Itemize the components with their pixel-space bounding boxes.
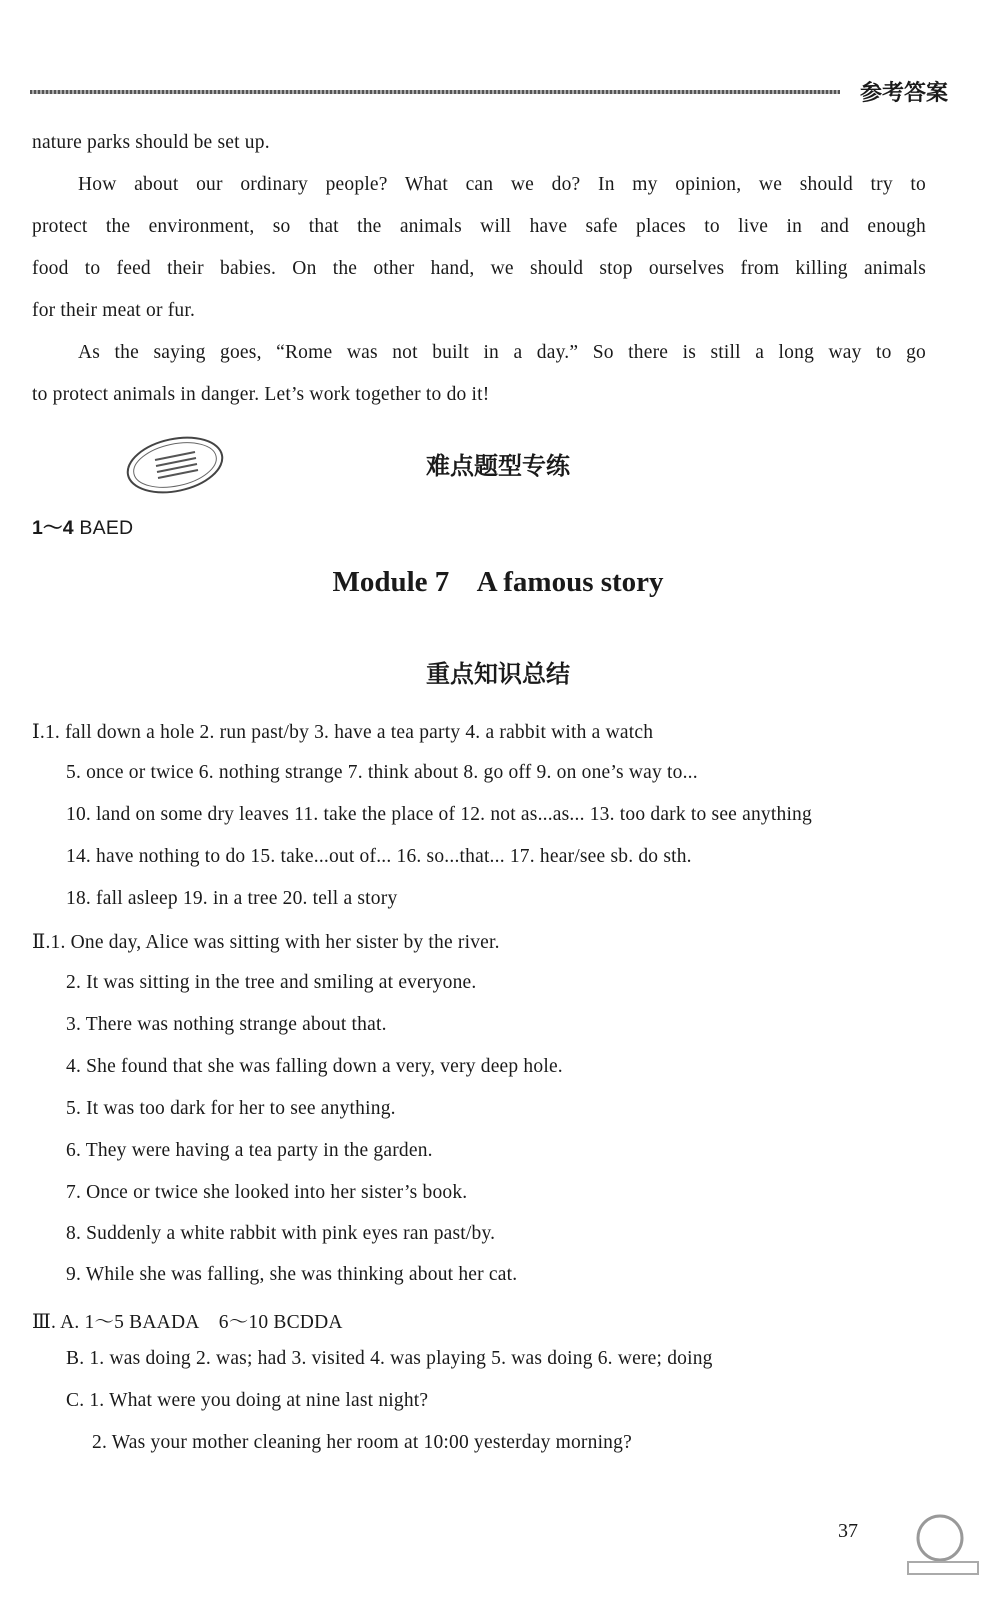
essay-line: to protect animals in danger. Let’s work together to do it!: [32, 384, 490, 405]
part3-line: 2. Was your mother cleaning her room at 10:00 yesterday morning?: [92, 1432, 632, 1453]
part2-line: 7. Once or twice she looked into her sister’s book.: [66, 1182, 468, 1203]
essay-line: food to feed their babies. On the other hand, we should stop ourselves from killing animals: [32, 258, 926, 279]
part1-line: 18. fall asleep 19. in a tree 20. tell a story: [66, 888, 398, 909]
part2-line: Ⅱ.1. One day, Alice was sitting with her sister by the river.: [32, 932, 500, 953]
essay-line: How about our ordinary people? What can we do? In my opinion, we should try to: [78, 174, 926, 195]
part2-line: 8. Suddenly a white rabbit with pink eyes ran past/by.: [66, 1223, 496, 1244]
part2-line: 9. While she was falling, she was thinking about her cat.: [66, 1264, 518, 1285]
header-rule: [30, 90, 840, 94]
part2-line: 6. They were having a tea party in the garden.: [66, 1140, 433, 1161]
essay-line: protect the environment, so that the animals will have safe places to live in and enough: [32, 216, 926, 237]
part2-line: 5. It was too dark for her to see anything.: [66, 1098, 396, 1119]
part3-line: B. 1. was doing 2. was; had 3. visited 4. was playing 5. was doing 6. were; doing: [66, 1348, 713, 1369]
essay-line: for their meat or fur.: [32, 300, 196, 321]
watermark-logo-icon: [890, 1510, 990, 1580]
part3-line: Ⅲ. A. 1～5 BAADA 6～10 BCDDA: [32, 1312, 343, 1333]
module-title: Module 7 A famous story: [332, 566, 664, 598]
part2-line: 3. There was nothing strange about that.: [66, 1014, 387, 1035]
answer-value: BAED: [79, 517, 134, 539]
section-heading-key: 重点知识总结: [426, 660, 570, 688]
part1-line: 10. land on some dry leaves 11. take the place of 12. not as...as... 13. too dark to see anything: [66, 804, 812, 825]
part2-line: 4. She found that she was falling down a very, very deep hole.: [66, 1056, 563, 1077]
part1-line: 5. once or twice 6. nothing strange 7. think about 8. go off 9. on one’s way to...: [66, 762, 698, 783]
part3-line: C. 1. What were you doing at nine last night?: [66, 1390, 429, 1411]
part1-line: Ⅰ.1. fall down a hole 2. run past/by 3. have a tea party 4. a rabbit with a watch: [32, 722, 654, 743]
header-label: 参考答案: [859, 81, 948, 106]
part1-line: 14. have nothing to do 15. take...out of... 16. so...that... 17. hear/see sb. do sth.: [66, 846, 692, 867]
essay-line: As the saying goes, “Rome was not built in a day.” So there is still a long way to go: [78, 342, 926, 363]
answer-range: 1～4: [32, 517, 74, 539]
essay-line: nature parks should be set up.: [32, 132, 270, 153]
answer-row: [32, 512, 133, 540]
section-heading-hard: 难点题型专练: [426, 452, 570, 480]
part2-line: 2. It was sitting in the tree and smiling at everyone.: [66, 972, 477, 993]
page-number: 37: [838, 1520, 858, 1542]
